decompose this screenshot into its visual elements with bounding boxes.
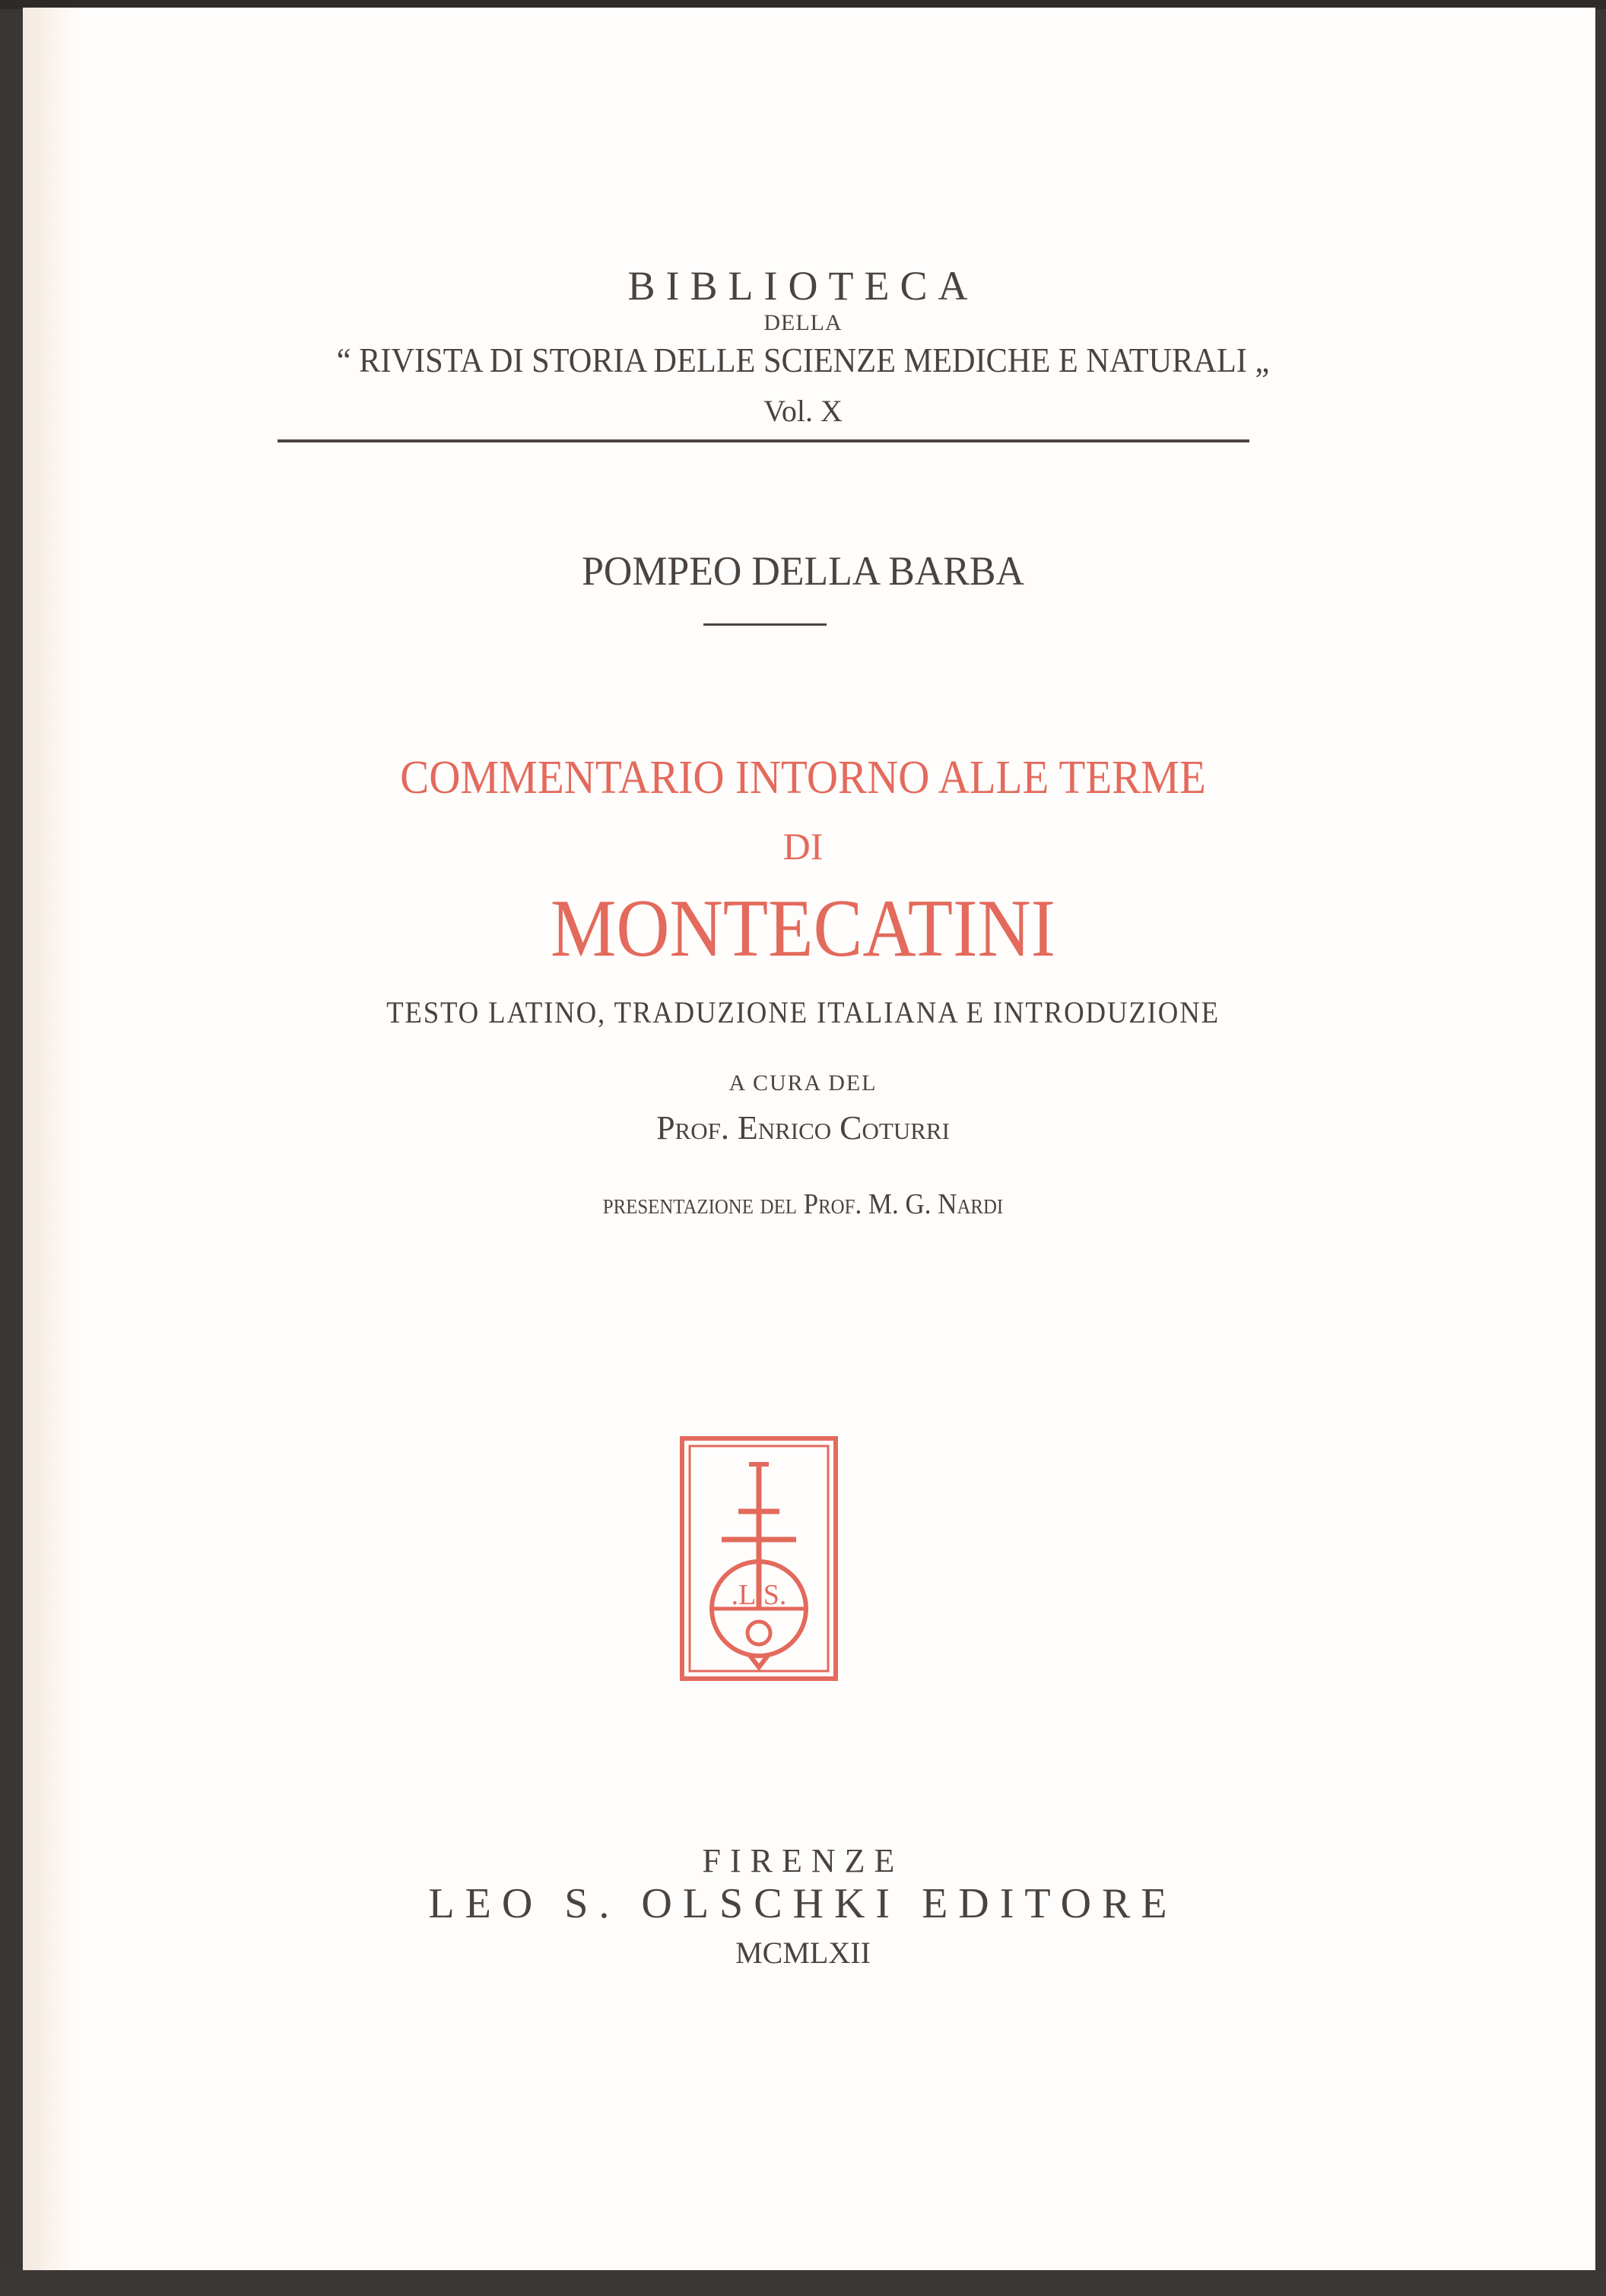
title-main: MONTECATINI — [550, 883, 1056, 974]
series-title: BIBLIOTECA — [627, 263, 979, 309]
imprint-city: FIRENZE — [702, 1842, 904, 1879]
imprint-year: MCMLXII — [735, 1936, 871, 1970]
series-journal: “ RIVISTA DI STORIA DELLE SCIENZE MEDICHE E NATURALI „ — [336, 341, 1270, 379]
title-line-2: DI — [782, 825, 824, 867]
divider-rule — [278, 439, 1249, 442]
curator-intro: A CURA DEL — [728, 1070, 878, 1096]
author-name: POMPEO DELLA BARBA — [582, 548, 1024, 594]
device-monogram: .L.S. — [731, 1579, 787, 1611]
series-volume: Vol. X — [763, 394, 843, 428]
imprint-publisher: LEO S. OLSCHKI EDITORE — [428, 1880, 1178, 1927]
series-connector: DELLA — [763, 310, 843, 335]
scan-bottom-edge — [0, 2270, 1606, 2296]
short-divider-rule — [703, 623, 827, 626]
publisher-mark-icon — [679, 1435, 839, 1682]
curator-name: Prof. Enrico Coturri — [656, 1109, 950, 1146]
presentation-credit: presentazione del Prof. M. G. Nardi — [602, 1188, 1004, 1220]
title-line-1: COMMENTARIO INTORNO ALLE TERME — [400, 752, 1206, 804]
subtitle: TESTO LATINO, TRADUZIONE ITALIANA E INTRODUZIONE — [386, 995, 1220, 1029]
